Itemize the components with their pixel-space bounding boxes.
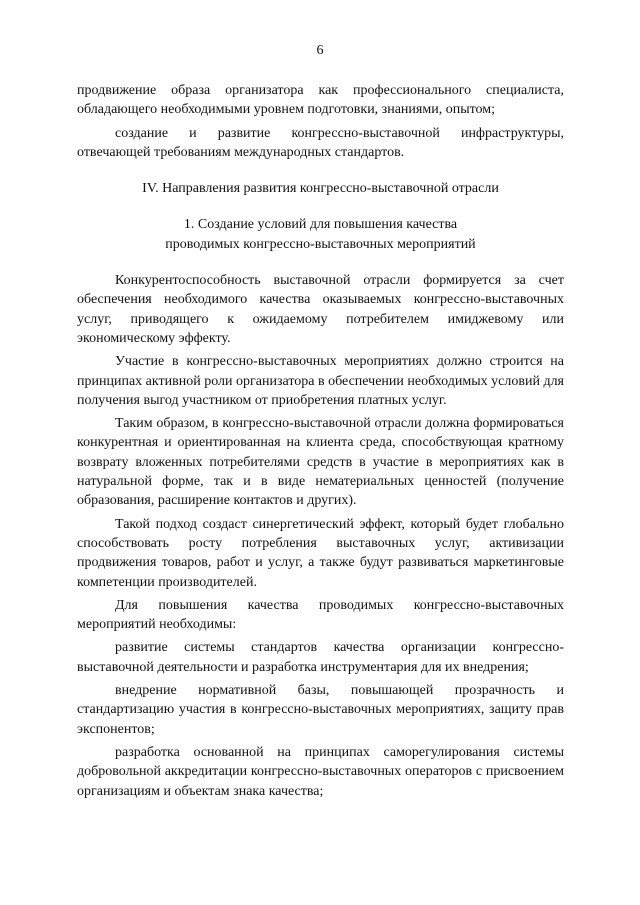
list-item: внедрение нормативной базы, повышающей прозрачность и стандартизацию участия в конгрессно-выставочных мероприятиях, защиту прав экспонентов; [77,683,564,737]
subsection-heading-line1: 1. Создание условий для повышения качества [183,217,458,233]
document-body [77,81,564,801]
paragraph: Участие в конгрессно-выставочных мероприятиях должно строится на принципах активной роли организатора в обеспечении необходимых условий для получения выгод участником от приобретения платных услуг. [77,354,564,408]
paragraph: Для повышения качества проводимых конгрессно-выставочных мероприятий необходимы: [77,597,564,633]
paragraph: Конкурентоспособность выставочной отрасли формируется за счет обеспечения необходимого качества оказываемых конгрессно-выставочных услуг, приводящего к ожидаемому потребителем имиджевому или экономическому эффекту. [77,273,564,346]
list-item: развитие системы стандартов качества организации конгрессно-выставочной деятельности и разработка инструментария для их внедрения; [77,640,564,675]
section-heading: IV. Направления развития конгрессно-выставочной отрасли [142,181,499,197]
subsection-heading-line2: проводимых конгрессно-выставочных мероприятий [165,236,476,252]
paragraph: создание и развитие конгрессно-выставочной инфраструктуры, отвечающей требованиям международных стандартов. [77,125,564,160]
list-item: разработка основанной на принципах саморегулирования системы добровольной аккредитации конгрессно-выставочных операторов с присвоением организациям и объектам знака качества; [77,744,564,799]
paragraph: Такой подход создаст синергетический эффект, который будет глобально способствовать росту потребления выставочных услуг, активизации продвижения товаров, работ и услуг, а также будут развиваться маркетинговые компетенции производителей. [77,516,564,590]
paragraph: продвижение образа организатора как профессионального специалиста, обладающего необходимыми уровнем подготовки, знаниями, опытом; [77,83,564,118]
page-number: 6 [316,43,324,58]
paragraph: Таким образом, в конгрессно-выставочной отрасли должна формироваться конкурентная и ориентированная на клиента среда, способствующая кратному возврату вложенных потребителями средств в участие в мероприятиях как в натуральной форме, так и в виде нематериальных ценностей (получение образования, расширение контактов и других). [77,416,564,509]
